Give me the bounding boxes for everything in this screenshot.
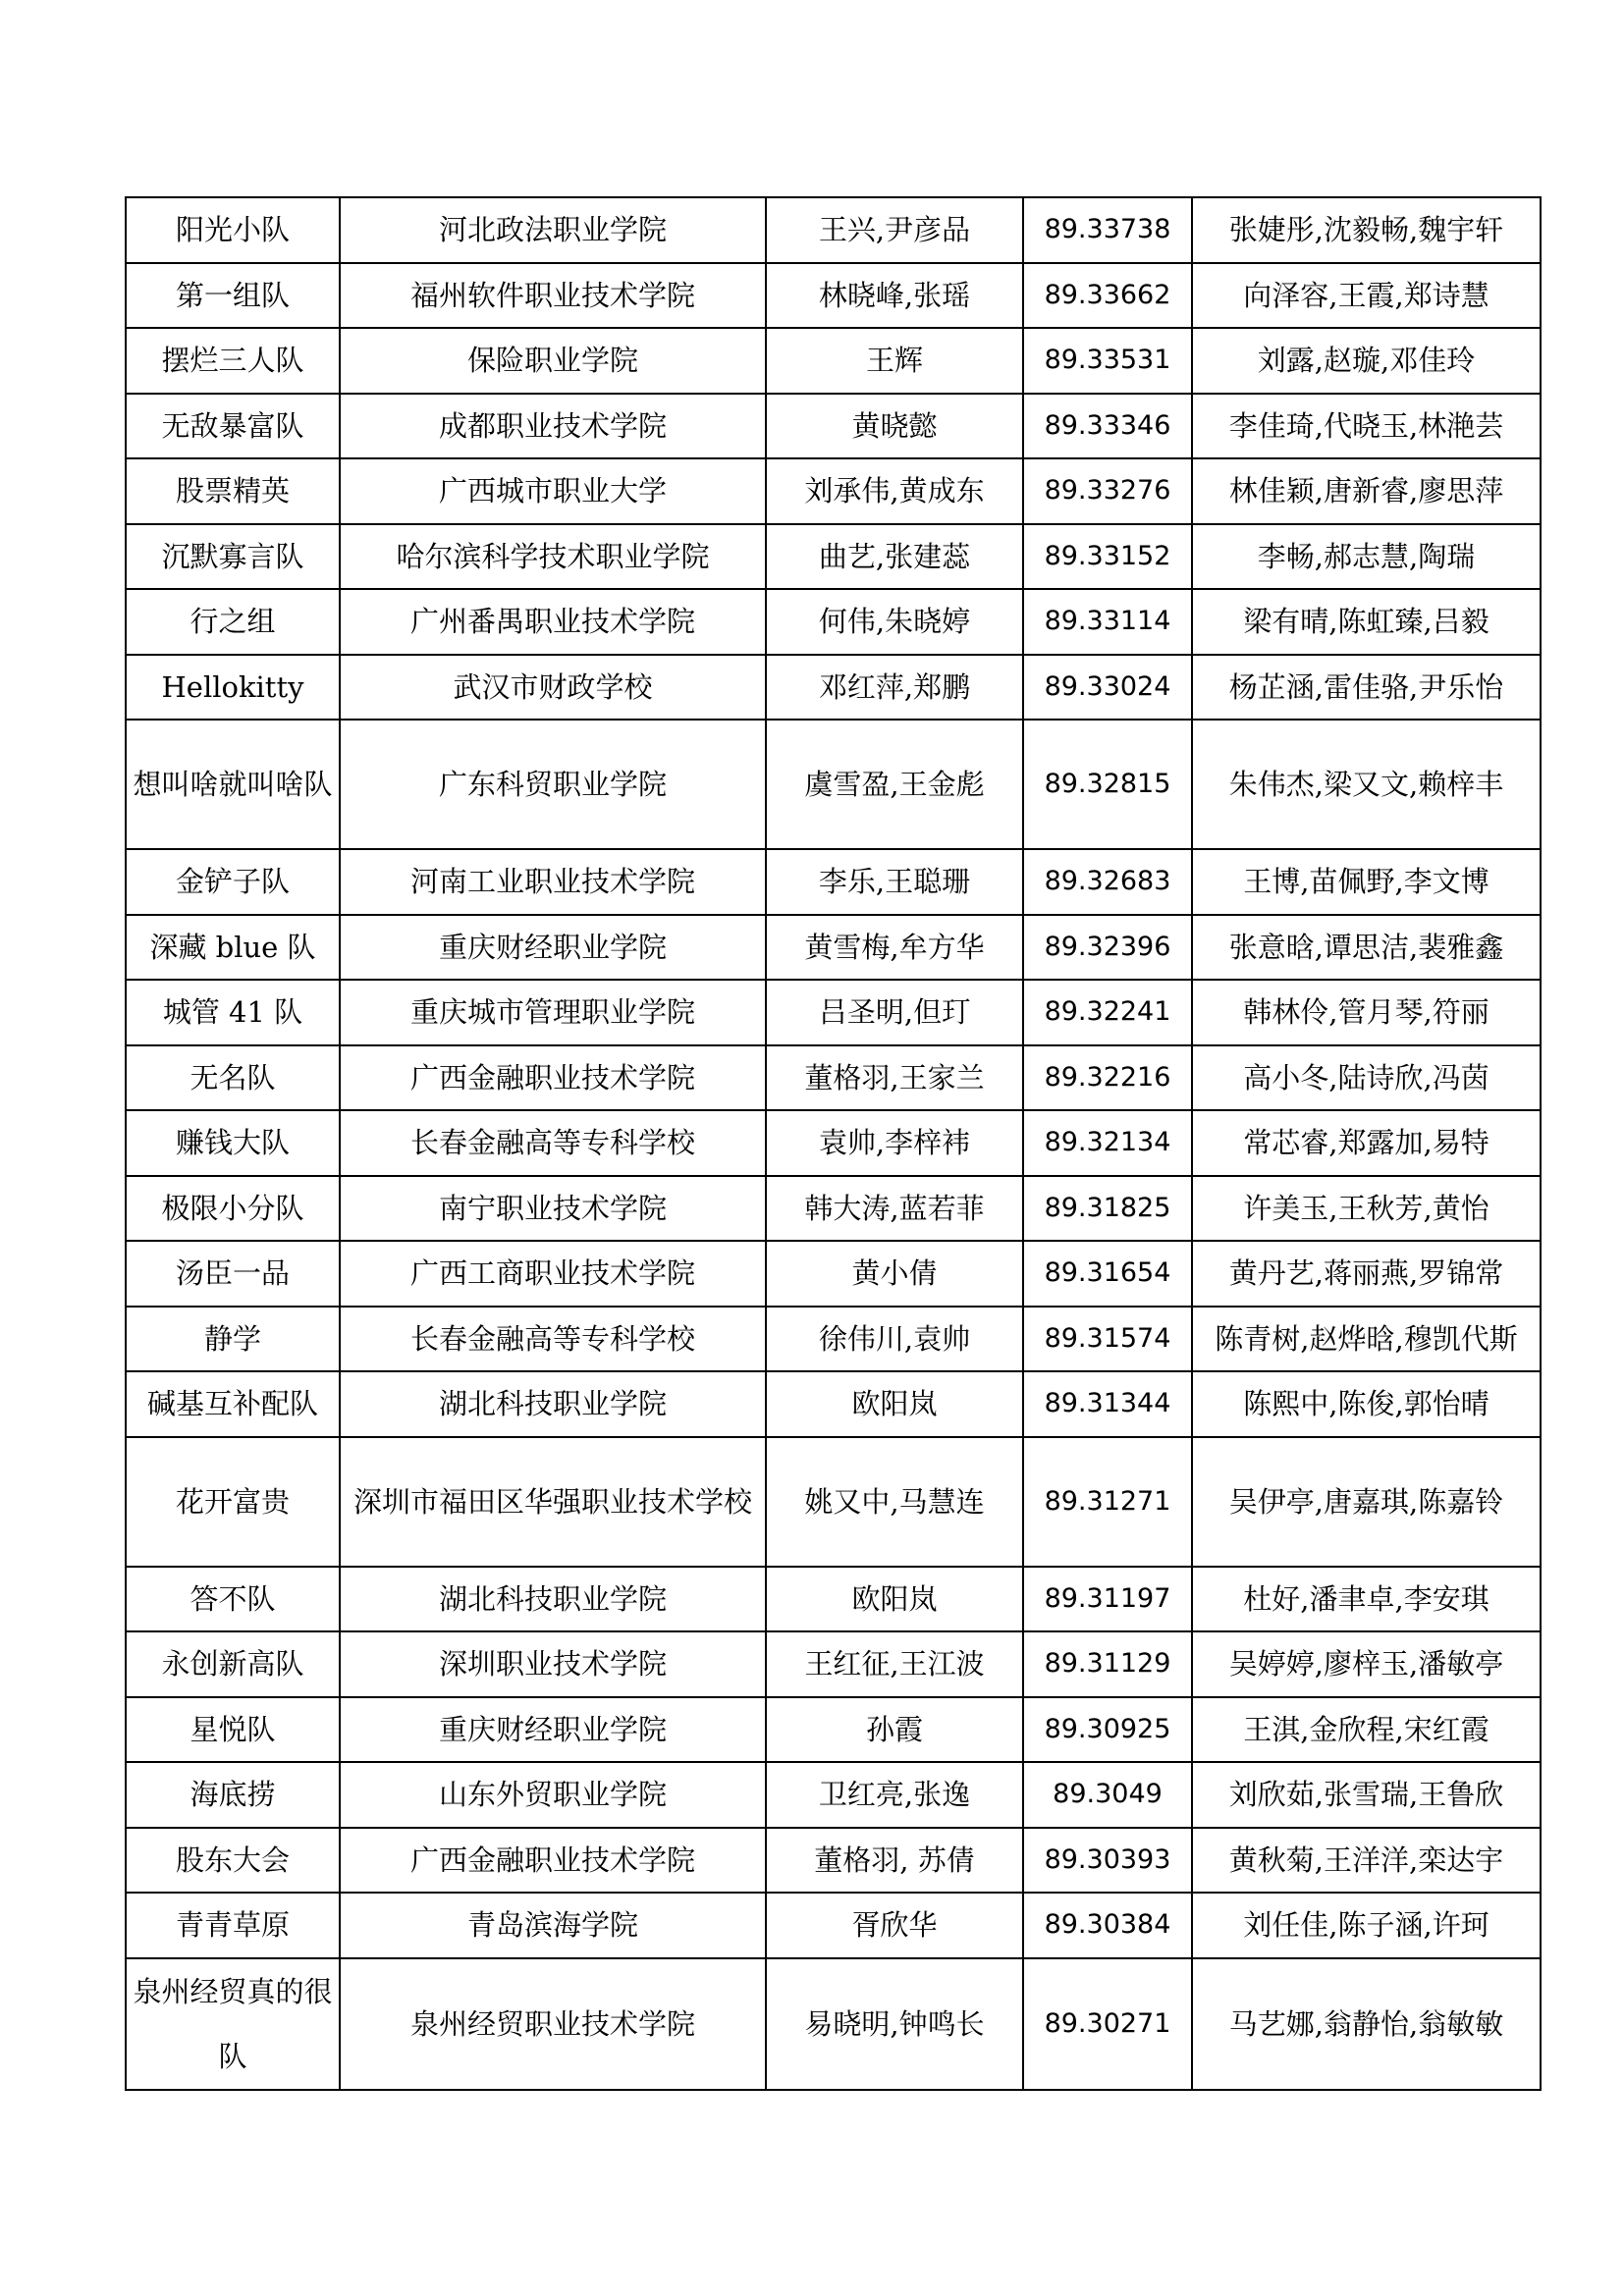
team-name-cell: 深藏 blue 队: [126, 915, 340, 981]
advisor-cell: 吕圣明,但玎: [766, 980, 1023, 1045]
advisor-cell: 王兴,尹彦品: [766, 197, 1023, 263]
school-cell: 长春金融高等专科学校: [340, 1110, 766, 1176]
score-cell: 89.33738: [1023, 197, 1192, 263]
score-cell: 89.32216: [1023, 1045, 1192, 1111]
school-cell: 广西工商职业技术学院: [340, 1241, 766, 1307]
table-row: [126, 1176, 1541, 1242]
score-cell: 89.30393: [1023, 1828, 1192, 1894]
table-row: [126, 1762, 1541, 1828]
advisor-cell: 林晓峰,张瑶: [766, 263, 1023, 329]
advisor-cell: 董格羽, 苏倩: [766, 1828, 1023, 1894]
members-cell: 王淇,金欣程,宋红霞: [1192, 1697, 1541, 1763]
table-row: [126, 1828, 1541, 1894]
team-name-cell: 股票精英: [126, 458, 340, 524]
members-cell: 王博,苗佩野,李文博: [1192, 849, 1541, 915]
school-cell: 成都职业技术学院: [340, 394, 766, 459]
team-name-cell: 汤臣一品: [126, 1241, 340, 1307]
score-cell: 89.30384: [1023, 1893, 1192, 1958]
score-cell: 89.33114: [1023, 589, 1192, 655]
members-cell: 李佳琦,代晓玉,林滟芸: [1192, 394, 1541, 459]
school-cell: 广东科贸职业学院: [340, 720, 766, 849]
advisor-cell: 徐伟川,袁帅: [766, 1307, 1023, 1372]
score-cell: 89.3049: [1023, 1762, 1192, 1828]
team-name-cell: 想叫啥就叫啥队: [126, 720, 340, 849]
members-cell: 张意晗,谭思洁,裴雅鑫: [1192, 915, 1541, 981]
advisor-cell: 何伟,朱晓婷: [766, 589, 1023, 655]
team-name-cell: 泉州经贸真的很队: [126, 1958, 340, 2090]
table-row: [126, 720, 1541, 849]
school-cell: 湖北科技职业学院: [340, 1567, 766, 1632]
team-name-cell: 永创新高队: [126, 1631, 340, 1697]
team-name-cell: 碱基互补配队: [126, 1371, 340, 1437]
team-name-cell: 摆烂三人队: [126, 328, 340, 394]
school-cell: 泉州经贸职业技术学院: [340, 1958, 766, 2090]
table-row: [126, 589, 1541, 655]
score-cell: 89.30925: [1023, 1697, 1192, 1763]
score-cell: 89.31825: [1023, 1176, 1192, 1242]
table-row: [126, 263, 1541, 329]
advisor-cell: 袁帅,李梓袆: [766, 1110, 1023, 1176]
table-row: [126, 1697, 1541, 1763]
members-cell: 韩林伶,管月琴,符丽: [1192, 980, 1541, 1045]
score-cell: 89.32241: [1023, 980, 1192, 1045]
school-cell: 保险职业学院: [340, 328, 766, 394]
members-cell: 向泽容,王霞,郑诗慧: [1192, 263, 1541, 329]
members-cell: 黄秋菊,王洋洋,栾达宇: [1192, 1828, 1541, 1894]
team-name-cell: 静学: [126, 1307, 340, 1372]
school-cell: 南宁职业技术学院: [340, 1176, 766, 1242]
members-cell: 林佳颖,唐新睿,廖思萍: [1192, 458, 1541, 524]
team-name-cell: 金铲子队: [126, 849, 340, 915]
score-cell: 89.33346: [1023, 394, 1192, 459]
table-row: [126, 1241, 1541, 1307]
table-row: [126, 1437, 1541, 1567]
members-cell: 陈熙中,陈俊,郭怡晴: [1192, 1371, 1541, 1437]
members-cell: 许美玉,王秋芳,黄怡: [1192, 1176, 1541, 1242]
school-cell: 湖北科技职业学院: [340, 1371, 766, 1437]
members-cell: 高小冬,陆诗欣,冯茵: [1192, 1045, 1541, 1111]
advisor-cell: 李乐,王聪珊: [766, 849, 1023, 915]
score-cell: 89.33276: [1023, 458, 1192, 524]
table-row: [126, 1110, 1541, 1176]
school-cell: 广西金融职业技术学院: [340, 1045, 766, 1111]
team-name-cell: 沉默寡言队: [126, 524, 340, 590]
school-cell: 深圳职业技术学院: [340, 1631, 766, 1697]
advisor-cell: 王红征,王江波: [766, 1631, 1023, 1697]
advisor-cell: 邓红萍,郑鹏: [766, 655, 1023, 721]
advisor-cell: 欧阳岚: [766, 1371, 1023, 1437]
table-row: [126, 655, 1541, 721]
table-row: [126, 1567, 1541, 1632]
school-cell: 重庆财经职业学院: [340, 1697, 766, 1763]
score-cell: 89.32134: [1023, 1110, 1192, 1176]
school-cell: 福州软件职业技术学院: [340, 263, 766, 329]
team-name-cell: 行之组: [126, 589, 340, 655]
advisor-cell: 孙霞: [766, 1697, 1023, 1763]
school-cell: 哈尔滨科学技术职业学院: [340, 524, 766, 590]
team-name-cell: 城管 41 队: [126, 980, 340, 1045]
team-name-cell: 阳光小队: [126, 197, 340, 263]
school-cell: 武汉市财政学校: [340, 655, 766, 721]
results-table: [125, 196, 1542, 2091]
members-cell: 吴伊亭,唐嘉琪,陈嘉铃: [1192, 1437, 1541, 1567]
school-cell: 河北政法职业学院: [340, 197, 766, 263]
score-cell: 89.32396: [1023, 915, 1192, 981]
score-cell: 89.32683: [1023, 849, 1192, 915]
advisor-cell: 黄晓懿: [766, 394, 1023, 459]
team-name-cell: 青青草原: [126, 1893, 340, 1958]
school-cell: 重庆城市管理职业学院: [340, 980, 766, 1045]
advisor-cell: 胥欣华: [766, 1893, 1023, 1958]
table-row: [126, 394, 1541, 459]
members-cell: 杨芷涵,雷佳骆,尹乐怡: [1192, 655, 1541, 721]
school-cell: 山东外贸职业学院: [340, 1762, 766, 1828]
advisor-cell: 黄雪梅,牟方华: [766, 915, 1023, 981]
table-row: [126, 1893, 1541, 1958]
advisor-cell: 刘承伟,黄成东: [766, 458, 1023, 524]
team-name-cell: 星悦队: [126, 1697, 340, 1763]
advisor-cell: 曲艺,张建蕊: [766, 524, 1023, 590]
school-cell: 河南工业职业技术学院: [340, 849, 766, 915]
school-cell: 青岛滨海学院: [340, 1893, 766, 1958]
score-cell: 89.33152: [1023, 524, 1192, 590]
table-row: [126, 915, 1541, 981]
score-cell: 89.30271: [1023, 1958, 1192, 2090]
members-cell: 刘任佳,陈子涵,许珂: [1192, 1893, 1541, 1958]
advisor-cell: 虞雪盈,王金彪: [766, 720, 1023, 849]
advisor-cell: 卫红亮,张逸: [766, 1762, 1023, 1828]
members-cell: 杜好,潘聿卓,李安琪: [1192, 1567, 1541, 1632]
team-name-cell: 花开富贵: [126, 1437, 340, 1567]
score-cell: 89.31271: [1023, 1437, 1192, 1567]
team-name-cell: 极限小分队: [126, 1176, 340, 1242]
team-name-cell: 无名队: [126, 1045, 340, 1111]
table-row: [126, 1307, 1541, 1372]
table-row: [126, 849, 1541, 915]
score-cell: 89.32815: [1023, 720, 1192, 849]
school-cell: 长春金融高等专科学校: [340, 1307, 766, 1372]
advisor-cell: 王辉: [766, 328, 1023, 394]
table-row: [126, 1958, 1541, 2090]
score-cell: 89.33024: [1023, 655, 1192, 721]
members-cell: 梁有晴,陈虹臻,吕毅: [1192, 589, 1541, 655]
score-cell: 89.31129: [1023, 1631, 1192, 1697]
table-row: [126, 1631, 1541, 1697]
school-cell: 广州番禺职业技术学院: [340, 589, 766, 655]
members-cell: 常芯睿,郑露加,易特: [1192, 1110, 1541, 1176]
school-cell: 广西金融职业技术学院: [340, 1828, 766, 1894]
members-cell: 刘露,赵璇,邓佳玲: [1192, 328, 1541, 394]
advisor-cell: 欧阳岚: [766, 1567, 1023, 1632]
team-name-cell: 股东大会: [126, 1828, 340, 1894]
school-cell: 重庆财经职业学院: [340, 915, 766, 981]
table-row: [126, 328, 1541, 394]
score-cell: 89.33531: [1023, 328, 1192, 394]
school-cell: 广西城市职业大学: [340, 458, 766, 524]
advisor-cell: 黄小倩: [766, 1241, 1023, 1307]
members-cell: 朱伟杰,梁又文,赖梓丰: [1192, 720, 1541, 849]
members-cell: 张婕彤,沈毅畅,魏宇轩: [1192, 197, 1541, 263]
members-cell: 黄丹艺,蒋丽燕,罗锦常: [1192, 1241, 1541, 1307]
advisor-cell: 董格羽,王家兰: [766, 1045, 1023, 1111]
table-row: [126, 1371, 1541, 1437]
table-row: [126, 197, 1541, 263]
members-cell: 吴婷婷,廖梓玉,潘敏亭: [1192, 1631, 1541, 1697]
advisor-cell: 姚又中,马慧连: [766, 1437, 1023, 1567]
team-name-cell: 第一组队: [126, 263, 340, 329]
table-row: [126, 524, 1541, 590]
advisor-cell: 易晓明,钟鸣长: [766, 1958, 1023, 2090]
members-cell: 李畅,郝志慧,陶瑞: [1192, 524, 1541, 590]
members-cell: 陈青树,赵烨晗,穆凯代斯: [1192, 1307, 1541, 1372]
team-name-cell: Hellokitty: [126, 655, 340, 721]
team-name-cell: 答不队: [126, 1567, 340, 1632]
score-cell: 89.31344: [1023, 1371, 1192, 1437]
team-name-cell: 海底捞: [126, 1762, 340, 1828]
score-cell: 89.31654: [1023, 1241, 1192, 1307]
members-cell: 刘欣茹,张雪瑞,王鲁欣: [1192, 1762, 1541, 1828]
score-cell: 89.33662: [1023, 263, 1192, 329]
results-table-body: [126, 197, 1541, 2090]
team-name-cell: 无敌暴富队: [126, 394, 340, 459]
school-cell: 深圳市福田区华强职业技术学校: [340, 1437, 766, 1567]
advisor-cell: 韩大涛,蓝若菲: [766, 1176, 1023, 1242]
table-row: [126, 980, 1541, 1045]
score-cell: 89.31574: [1023, 1307, 1192, 1372]
table-row: [126, 1045, 1541, 1111]
score-cell: 89.31197: [1023, 1567, 1192, 1632]
table-row: [126, 458, 1541, 524]
team-name-cell: 赚钱大队: [126, 1110, 340, 1176]
members-cell: 马艺娜,翁静怡,翁敏敏: [1192, 1958, 1541, 2090]
